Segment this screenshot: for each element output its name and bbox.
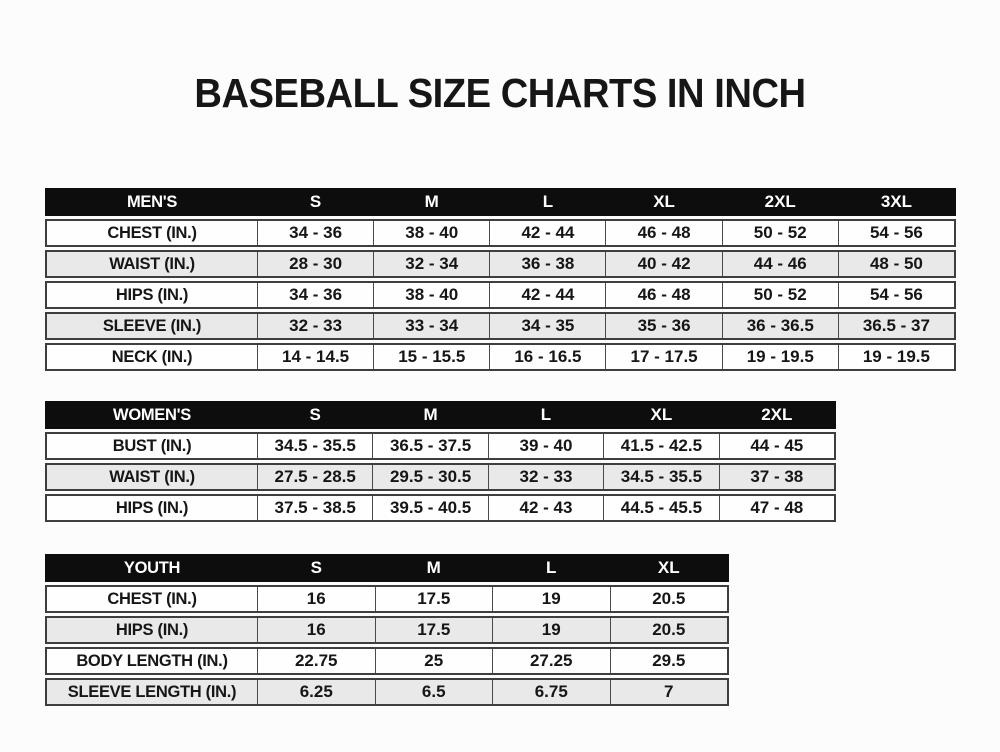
table-row xyxy=(45,494,836,522)
table-group-header: WOMEN'S xyxy=(113,405,191,424)
column-header: 3XL xyxy=(880,192,912,211)
size-value-cell: 32 - 33 xyxy=(488,465,603,489)
size-value-cell: 54 - 56 xyxy=(838,221,954,245)
size-value-cell: 6.75 xyxy=(492,680,610,704)
size-value-cell: 38 - 40 xyxy=(373,283,489,307)
size-value-cell: 32 - 33 xyxy=(257,314,373,338)
row-label: HIPS (IN.) xyxy=(115,498,189,517)
size-value-cell: 14 - 14.5 xyxy=(257,345,373,369)
row-label: WAIST (IN.) xyxy=(109,467,195,486)
size-value-cell: 34 - 36 xyxy=(257,283,373,307)
size-value-cell: 46 - 48 xyxy=(605,283,721,307)
table-row xyxy=(45,250,956,278)
size-value-cell: 6.5 xyxy=(375,680,493,704)
size-value-cell: 28 - 30 xyxy=(257,252,373,276)
row-label: SLEEVE (IN.) xyxy=(102,316,202,335)
column-header: XL xyxy=(653,192,675,211)
column-header: M xyxy=(423,405,438,424)
column-header: M xyxy=(424,192,439,211)
size-value-cell: 35 - 36 xyxy=(605,314,721,338)
size-value-cell: 7 xyxy=(610,680,728,704)
table-row xyxy=(45,343,956,371)
mens-header-row xyxy=(45,188,956,216)
column-header: XL xyxy=(650,405,673,424)
table-group-header: MEN'S xyxy=(126,192,178,211)
size-value-cell: 19 xyxy=(492,618,610,642)
size-value-cell: 33 - 34 xyxy=(373,314,489,338)
size-value-cell: 34 - 35 xyxy=(489,314,605,338)
size-value-cell: 38 - 40 xyxy=(373,221,489,245)
size-value-cell: 42 - 44 xyxy=(489,221,605,245)
size-value-cell: 22.75 xyxy=(257,649,375,673)
column-header: M xyxy=(426,558,441,577)
size-value-cell: 34.5 - 35.5 xyxy=(257,434,372,458)
row-label: CHEST (IN.) xyxy=(107,589,197,608)
size-value-cell: 29.5 xyxy=(610,649,728,673)
row-label: NECK (IN.) xyxy=(111,347,193,366)
size-value-cell: 36 - 36.5 xyxy=(722,314,838,338)
table-row xyxy=(45,219,956,247)
row-label: BUST (IN.) xyxy=(112,436,192,455)
size-value-cell: 39.5 - 40.5 xyxy=(372,496,487,520)
size-value-cell: 17.5 xyxy=(375,618,493,642)
size-value-cell: 19 - 19.5 xyxy=(722,345,838,369)
size-value-cell: 27.5 - 28.5 xyxy=(257,465,372,489)
size-value-cell: 39 - 40 xyxy=(488,434,603,458)
size-value-cell: 47 - 48 xyxy=(719,496,834,520)
size-value-cell: 44 - 45 xyxy=(719,434,834,458)
page-title: BASEBALL SIZE CHARTS IN INCH xyxy=(194,70,806,116)
column-header: 2XL xyxy=(761,405,793,424)
column-header: S xyxy=(310,558,322,577)
size-value-cell: 16 xyxy=(257,587,375,611)
size-value-cell: 34 - 36 xyxy=(257,221,373,245)
column-header: L xyxy=(540,405,552,424)
column-header: S xyxy=(309,405,321,424)
size-value-cell: 6.25 xyxy=(257,680,375,704)
row-label: CHEST (IN.) xyxy=(107,223,197,242)
table-row xyxy=(45,463,836,491)
column-header: XL xyxy=(657,558,680,577)
size-value-cell: 41.5 - 42.5 xyxy=(603,434,718,458)
row-label: BODY LENGTH (IN.) xyxy=(76,651,228,670)
column-header: 2XL xyxy=(764,192,796,211)
size-value-cell: 42 - 43 xyxy=(488,496,603,520)
table-row xyxy=(45,647,729,675)
size-value-cell: 19 - 19.5 xyxy=(838,345,954,369)
womens-header-row xyxy=(45,401,836,429)
size-value-cell: 29.5 - 30.5 xyxy=(372,465,487,489)
size-value-cell: 36.5 - 37.5 xyxy=(372,434,487,458)
row-label: WAIST (IN.) xyxy=(109,254,195,273)
size-value-cell: 50 - 52 xyxy=(722,283,838,307)
table-row xyxy=(45,616,729,644)
size-value-cell: 50 - 52 xyxy=(722,221,838,245)
womens-size-table xyxy=(45,401,836,522)
size-value-cell: 20.5 xyxy=(610,587,728,611)
table-row xyxy=(45,312,956,340)
size-value-cell: 16 xyxy=(257,618,375,642)
table-row xyxy=(45,678,729,706)
size-value-cell: 54 - 56 xyxy=(838,283,954,307)
row-label: HIPS (IN.) xyxy=(115,285,189,304)
size-value-cell: 34.5 - 35.5 xyxy=(603,465,718,489)
table-group-header: YOUTH xyxy=(123,558,181,577)
mens-size-table xyxy=(45,188,956,371)
size-value-cell: 19 xyxy=(492,587,610,611)
size-value-cell: 44 - 46 xyxy=(722,252,838,276)
table-row xyxy=(45,432,836,460)
size-value-cell: 27.25 xyxy=(492,649,610,673)
youth-header-row xyxy=(45,554,729,582)
size-value-cell: 32 - 34 xyxy=(373,252,489,276)
table-row xyxy=(45,281,956,309)
size-value-cell: 20.5 xyxy=(610,618,728,642)
size-value-cell: 37 - 38 xyxy=(719,465,834,489)
size-value-cell: 15 - 15.5 xyxy=(373,345,489,369)
size-value-cell: 25 xyxy=(375,649,493,673)
size-value-cell: 16 - 16.5 xyxy=(489,345,605,369)
size-value-cell: 44.5 - 45.5 xyxy=(603,496,718,520)
size-value-cell: 42 - 44 xyxy=(489,283,605,307)
size-value-cell: 40 - 42 xyxy=(605,252,721,276)
size-value-cell: 46 - 48 xyxy=(605,221,721,245)
size-value-cell: 37.5 - 38.5 xyxy=(257,496,372,520)
size-value-cell: 17.5 xyxy=(375,587,493,611)
row-label: SLEEVE LENGTH (IN.) xyxy=(67,682,237,701)
column-header: L xyxy=(542,192,554,211)
size-value-cell: 36 - 38 xyxy=(489,252,605,276)
column-header: L xyxy=(546,558,557,577)
row-label: HIPS (IN.) xyxy=(115,620,189,639)
size-value-cell: 17 - 17.5 xyxy=(605,345,721,369)
table-row xyxy=(45,585,729,613)
youth-size-table xyxy=(45,554,729,706)
size-value-cell: 48 - 50 xyxy=(838,252,954,276)
column-header: S xyxy=(309,192,322,211)
size-value-cell: 36.5 - 37 xyxy=(838,314,954,338)
